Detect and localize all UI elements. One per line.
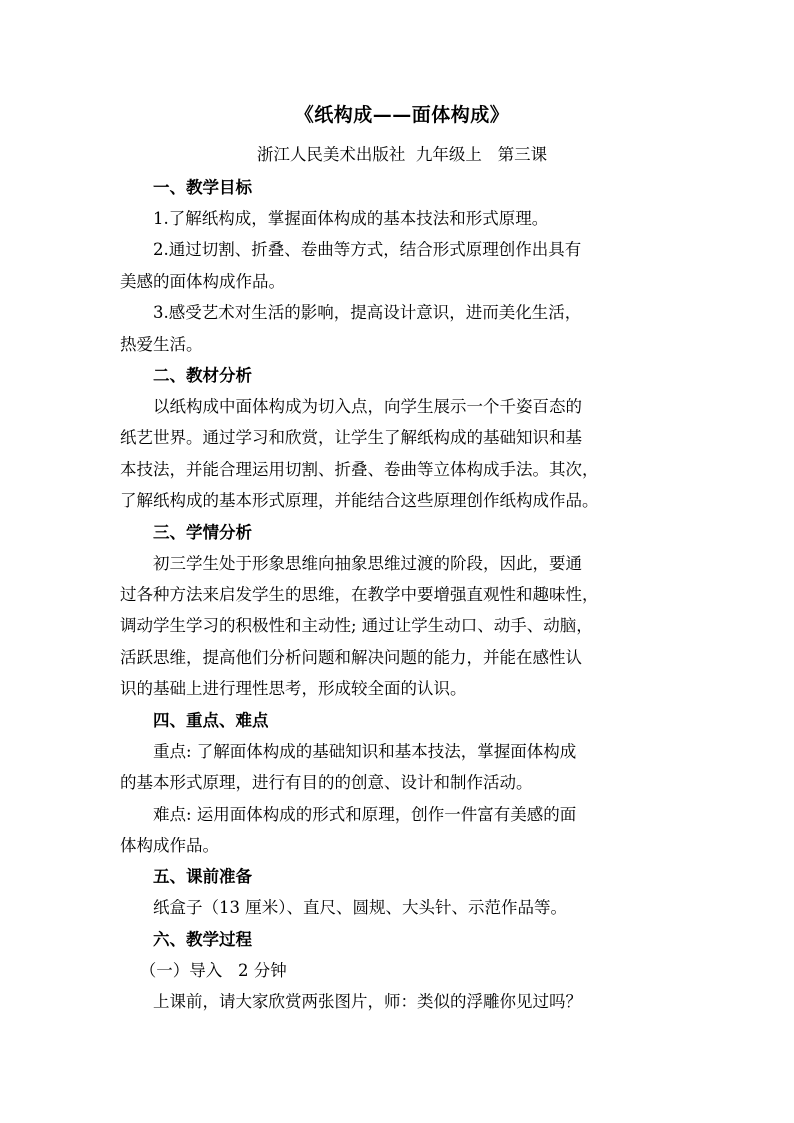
document-subtitle: 浙江人民美术出版社 九年级上 第三课 <box>256 145 548 164</box>
paragraph-line: 难点: 运用面体构成的形式和原理，创作一件富有美感的面 <box>153 804 577 824</box>
paragraph-line: 体构成作品。 <box>120 835 219 855</box>
objective-2-line-2: 美感的面体构成作品。 <box>120 271 285 291</box>
difficulty-paragraph <box>120 799 684 862</box>
document-page <box>120 100 684 1018</box>
objective-2 <box>120 234 684 297</box>
objective-3-line-1: 3.感受艺术对生活的影响，提高设计意识，进而美化生活， <box>153 303 582 323</box>
paragraph-line: 纸艺世界。通过学习和欣赏，让学生了解纸构成的基础知识和基 <box>120 428 582 448</box>
objective-3-line-2: 热爱生活。 <box>120 334 203 354</box>
paragraph-line: 过各种方法来启发学生的思维，在教学中要增强直观性和趣味性， <box>120 585 599 605</box>
objective-2-line-1: 2.通过切割、折叠、卷曲等方式，结合形式原理创作出具有 <box>153 240 582 260</box>
paragraph-line: 活跃思维，提高他们分析问题和解决问题的能力，并能在感性认 <box>120 647 582 667</box>
section-heading-objectives: 一、教学目标 <box>153 178 252 197</box>
key-point-paragraph <box>120 736 684 799</box>
paragraph-line: 了解纸构成的基本形式原理，并能结合这些原理创作纸构成作品。 <box>120 491 599 511</box>
document-title: 《纸构成——面体构成》 <box>294 104 510 126</box>
objective-1: 1.了解纸构成，掌握面体构成的基本技法和形式原理。 <box>153 209 549 228</box>
section-heading-student-analysis: 三、学情分析 <box>153 522 252 542</box>
paragraph-line: 重点: 了解面体构成的基础知识和基本技法，掌握面体构成 <box>153 741 577 761</box>
paragraph-line: 本技法，并能合理运用切割、折叠、卷曲等立体构成手法。其次， <box>120 459 599 479</box>
section-heading-material-analysis: 二、教材分析 <box>153 366 252 386</box>
material-analysis-paragraph <box>120 391 684 517</box>
subsection-heading-intro: （一）导入 2 分钟 <box>139 960 287 980</box>
paragraph-line: 识的基础上进行理性思考，形成较全面的认识。 <box>120 679 467 699</box>
section-heading-preparation: 五、课前准备 <box>153 867 252 887</box>
paragraph-line: 调动学生学习的积极性和主动性; 通过让学生动口、动手、动脑， <box>120 616 593 636</box>
preparation-paragraph: 纸盒子（13 厘米）、直尺、圆规、大头针、示范作品等。 <box>153 898 567 918</box>
paragraph-line: 的基本形式原理，进行有目的的创意、设计和制作活动。 <box>120 773 533 793</box>
section-heading-teaching-process: 六、教学过程 <box>153 929 252 949</box>
intro-paragraph: 上课前，请大家欣赏两张图片，师：类似的浮雕你见过吗？ <box>153 992 582 1012</box>
student-analysis-paragraph <box>120 548 684 705</box>
section-heading-key-points: 四、重点、难点 <box>153 710 269 730</box>
objective-3 <box>120 297 684 360</box>
paragraph-line: 以纸构成中面体构成为切入点，向学生展示一个千姿百态的 <box>153 397 582 417</box>
paragraph-line: 初三学生处于形象思维向抽象思维过渡的阶段，因此，要通 <box>153 553 582 573</box>
